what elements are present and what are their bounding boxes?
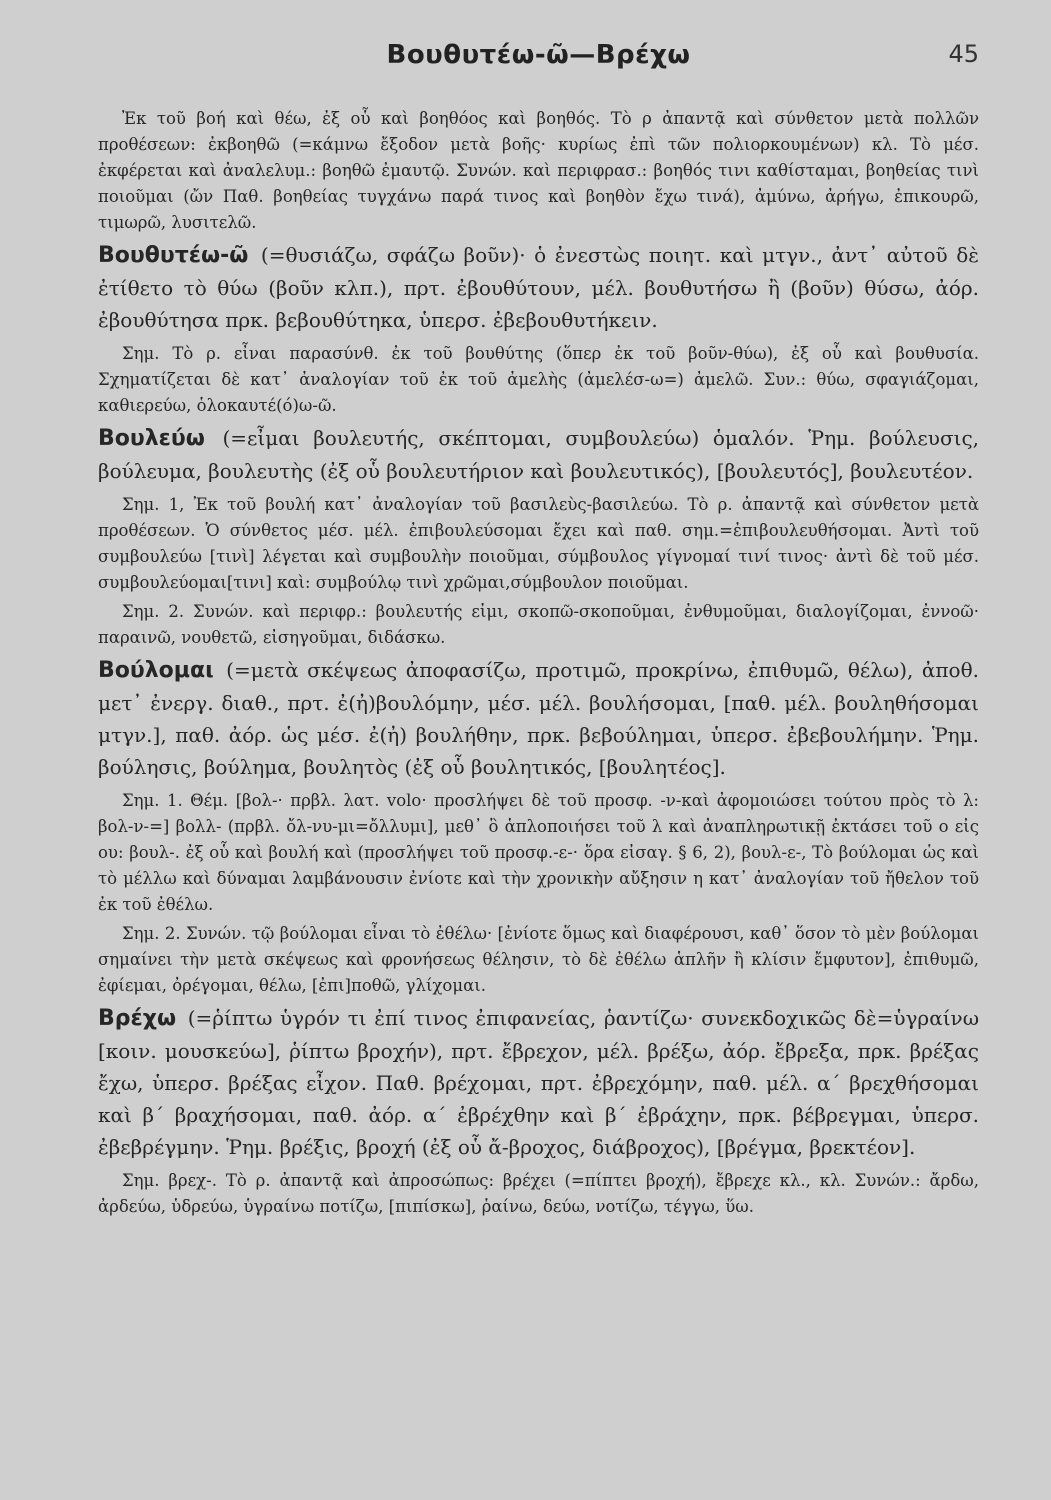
note-paragraph: Σημ. βρεχ-. Τὸ ρ. ἀπαντᾷ καὶ ἀπροσώπως: βρέχει (=πίπτει βροχή), ἔβρεχε κλ., κλ. Συνών.: ἄρδω, ἀρδεύω, ὑδρεύω, ὑγραίνω ποτίζω, [πιπίσκω], ῥαίνω, δεύω, νοτίζω, τέγγω, ὕω. [98,1171,979,1216]
dictionary-entry [98,239,979,336]
entry-headword: Βουθυτέω-ῶ [98,243,249,268]
note-paragraph: Σημ. 2. Συνών. τῷ βούλομαι εἶναι τὸ ἐθέλω· [ἐνίοτε ὅμως καὶ διαφέρουσι, καθ᾽ ὅσον τὸ μὲν βούλομαι σημαίνει τὴν μετὰ σκέψεως καὶ φρονήσεως θέλησιν, τὸ δὲ ἐθέλω ἁπλῆν ἢ κλίσιν ἔμφυτον], ἐπιθυμῶ, ἐφίεμαι, ὀρέγομαι, θέλω, [ἐπι]ποθῶ, γλίχομαι. [98,924,979,995]
note-paragraph: Σημ. 2. Συνών. καὶ περιφρ.: βουλευτής εἰμι, σκοπῶ-σκοποῦμαι, ἐνθυμοῦμαι, διαλογίζομαι, ἐννοῶ· παραινῶ, νουθετῶ, εἰσηγοῦμαι, διδάσκω. [98,602,979,647]
page-body [98,106,979,1220]
entry-definition: (=εἶμαι βουλευτής, σκέπτομαι, συμβουλεύω) ὁμαλόν. Ῥημ. βούλευσις, βούλευμα, βουλευτὴς (ἐξ οὗ βουλευτήριον καὶ βουλευτικός), [βουλευτός], βουλευτέον. [98,426,980,483]
running-head: Βουθυτέω-ῶ—Βρέχω [386,40,691,70]
note-paragraph: Ἐκ τοῦ βοή καὶ θέω, ἐξ οὗ καὶ βοηθόος καὶ βοηθός. Τὸ ρ ἀπαντᾷ καὶ σύνθετον μετὰ πολλῶν προθέσεων: ἐκβοηθῶ (=κάμνω ἔξοδον μετὰ βοῆς· κυρίως ἐπὶ τῶν πολιορκουμένων) κλ. Τὸ μέσ. ἐκφέρεται καὶ ἀναλελυμ.: βοηθῶ ἐμαυτῷ. Συνών. καὶ περιφρασ.: βοηθός τινι καθίσταμαι, βοηθείας τινὶ ποιοῦμαι (ὤν Παθ. βοηθείας τυγχάνω παρά τινος καὶ βοηθὸν ἔχω τινά), ἀμύνω, ἀρήγω, ἐπικουρῶ, τιμωρῶ, λυσιτελῶ. [98,109,979,232]
note-paragraph: Σημ. 1, Ἐκ τοῦ βουλή κατ᾽ ἀναλογίαν τοῦ βασιλεὺς-βασιλεύω. Τὸ ρ. ἀπαντᾷ καὶ σύνθετον μετὰ προθέσεων. Ὁ σύνθετος μέσ. μέλ. ἐπιβουλεύσομαι ἔχει καὶ παθ. σημ.=ἐπιβουλευθήσομαι. Ἀντὶ τοῦ συμβουλεύω [τινὶ] λέγεται καὶ συμβουλὴν ποιοῦμαι, σύμβουλος γίγνομαί τινί τινος· ἀντὶ δὲ τοῦ μέσ. συμβουλεύομαι[τινι] καὶ: συμβούλῳ τινὶ χρῶμαι,σύμβουλον ποιοῦμαι. [98,495,979,592]
note-paragraph: Σημ. 1. Θέμ. [βολ-· πρβλ. λατ. volo· προσλήψει δὲ τοῦ προσφ. -ν-καὶ ἀφομοιώσει τούτου πρὸς τὸ λ: βολ-ν-=] βολλ- (πρβλ. ὄλ-νυ-μι=ὄλλυμι], μεθ᾽ ὃ ἁπλοποιήσει τοῦ λ καὶ ἀναπληρωτικῇ ἐκτάσει τοῦ ο εἰς ου: βουλ-. ἐξ οὗ καὶ βουλή καὶ (προσλήψει τοῦ προσφ.-ε-· ὅρα εἰσαγ. § 6, 2), βουλ-ε-, Τὸ βούλομαι ὡς καὶ τὸ μέλλω καὶ δύναμαι λαμβάνουσιν ἐνίοτε καὶ τὴν χρονικὴν αὔξησιν η κατ᾽ ἀναλογίαν τοῦ ἤθελον τοῦ ἐκ τοῦ ἐθέλω. [98,791,979,914]
entry-headword: Βουλεύω [98,426,205,451]
entry-headword: Βούλομαι [98,658,214,683]
entry-definition: (=ῥίπτω ὑγρόν τι ἐπί τινος ἐπιφανείας, ῥαντίζω· συνεκδοχικῶς δὲ=ὑγραίνω [κοιν. μουσκεύω], ῥίπτω βροχήν), πρτ. ἔβρεχον, μέλ. βρέξω, ἀόρ. ἔβρεξα, πρκ. βρέξας ἔχω, ὑπερσ. βρέξας εἶχον. Παθ. βρέχομαι, πρτ. ἐβρεχόμην, παθ. μέλ. α΄ βρεχθήσομαι καὶ β΄ βραχήσομαι, παθ. ἀόρ. α΄ ἐβρέχθην καὶ β΄ ἐβράχην, πρκ. βέβρεγμαι, ὑπερσ. ἐβεβρέγμην. Ῥημ. βρέξις, βροχή (ἐξ οὗ ἄ-βροχος, διάβροχος), [βρέγμα, βρεκτέον]. [98,1006,980,1159]
dictionary-entry [98,422,979,487]
page-header [98,40,979,76]
entry-definition: (=θυσιάζω, σφάζω βοῦν)· ὁ ἐνεστὼς ποιητ. καὶ μτγν., ἀντ᾽ αὐτοῦ δὲ ἐτίθετο τὸ θύω (βοῦν κλπ.), πρτ. ἐβουθύτουν, μέλ. βουθυτήσω ἢ (βοῦν) θύσω, ἀόρ. ἐβουθύτησα πρκ. βεβουθύτηκα, ὑπερσ. ἐβεβουθυτήκειν. [98,243,979,332]
entry-definition: (=μετὰ σκέψεως ἀποφασίζω, προτιμῶ, προκρίνω, ἐπιθυμῶ, θέλω), ἀποθ. μετ᾽ ἐνεργ. διαθ., πρτ. ἐ(ἠ)βουλόμην, μέσ. μέλ. βουλήσομαι, [παθ. μέλ. βουληθήσομαι μτγν.], παθ. ἀόρ. ὡς μέσ. ἐ(ἠ) βουλήθην, πρκ. βεβούλημαι, ὑπερσ. ἐβεβουλήμην. Ῥημ. βούλησις, βούλημα, βουλητὸς (ἐξ οὗ βουλητικός, [βουλητέος]. [98,658,979,779]
dictionary-entry [98,1002,979,1163]
page-number: 45 [948,40,979,68]
entry-headword: Βρέχω [98,1006,177,1031]
dictionary-entry [98,654,979,783]
note-paragraph: Σημ. Τὸ ρ. εἶναι παρασύνθ. ἐκ τοῦ βουθύτης (ὅπερ ἐκ τοῦ βοῦν-θύω), ἐξ οὗ καὶ βουθυσία. Σχηματίζεται δὲ κατ᾽ ἀναλογίαν τοῦ ἐκ τοῦ ἀμελὴς (ἀμελέσ-ω=) ἀμελῶ. Συν.: θύω, σφαγιάζομαι, καθιερεύω, ὁλοκαυτέ(ό)ω-ῶ. [98,344,979,415]
